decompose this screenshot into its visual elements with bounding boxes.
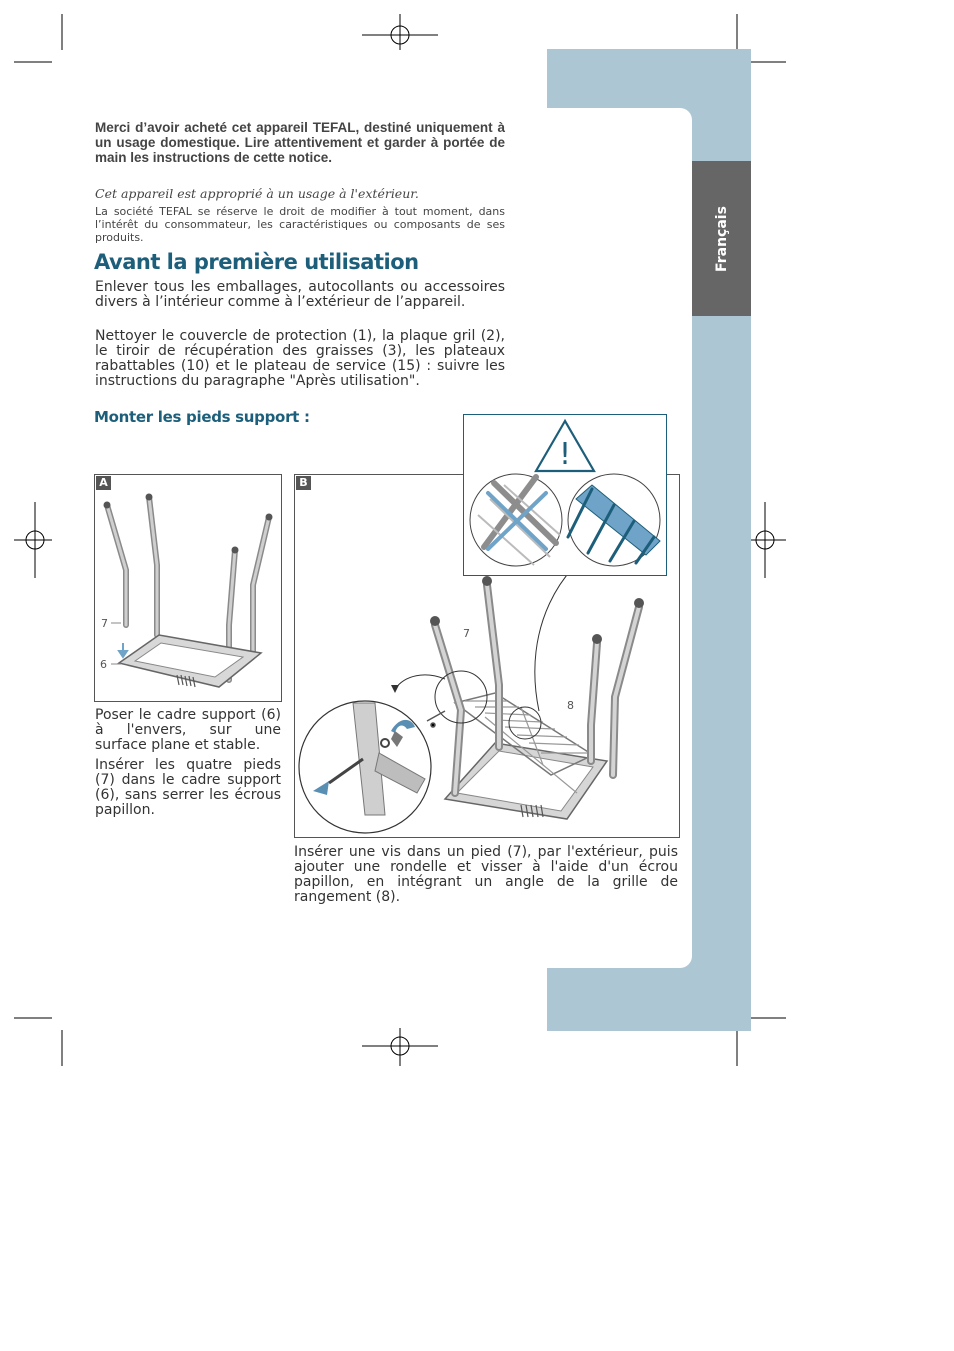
intro-small-text: La société TEFAL se réserve le droit de modifier à tout moment, dans l’intérêt du consommateur, les caractéristiques ou composants de ses produits. [95,205,505,244]
figure-a-box [94,474,282,702]
figure-a-callout-6: 6 [100,658,107,671]
figure-b-caption [294,845,678,910]
figure-a-callout-7: 7 [101,617,108,630]
warning-box [463,414,667,576]
section-heading-mount-legs: Monter les pieds support : [94,408,310,426]
figure-b-callout-8: 8 [567,699,574,712]
section-heading-first-use: Avant la première utilisation [94,250,419,274]
figure-a-caption-p1: Poser le cadre support (6) à l'envers, sur une surface plane et stable. [95,707,281,753]
language-tab [692,161,751,316]
paragraph-clean-parts: Nettoyer le couvercle de protection (1), la plaque gril (2), le tiroir de récupération des graisses (3), les plateaux rabattables (10) et le plateau de service (15) : suivre les instructions du paragraphe "Après utilisation". [95,328,505,389]
warning-illustration [464,415,666,575]
intro-italic-text: Cet appareil est approprié à un usage à l'extérieur. [95,186,419,201]
figure-a-label: A [96,476,111,490]
figure-a-caption-p2: Insérer les quatre pieds (7) dans le cadre support (6), sans serrer les écrous papillon. [95,757,281,818]
language-label: Français [713,205,730,272]
figure-b-label: B [296,476,311,490]
figure-b-callout-7: 7 [463,627,470,640]
paragraph-remove-packaging: Enlever tous les emballages, autocollants ou accessoires divers à l’intérieur comme à l’extérieur de l’appareil. [95,279,505,310]
warning-icon: ! [558,437,572,472]
figure-a-illustration [95,475,281,701]
intro-bold-text: Merci d’avoir acheté cet appareil TEFAL, destiné uniquement à un usage domestique. Lire attentivement et garder à portée de main les instructions de cette notice. [95,120,505,165]
figure-b-caption-text: Insérer une vis dans un pied (7), par l'extérieur, puis ajouter une rondelle et visser à l'aide d'un écrou papillon, en intégrant un angle de la grille de rangement (8). [294,844,678,905]
figure-a-caption [95,708,281,823]
